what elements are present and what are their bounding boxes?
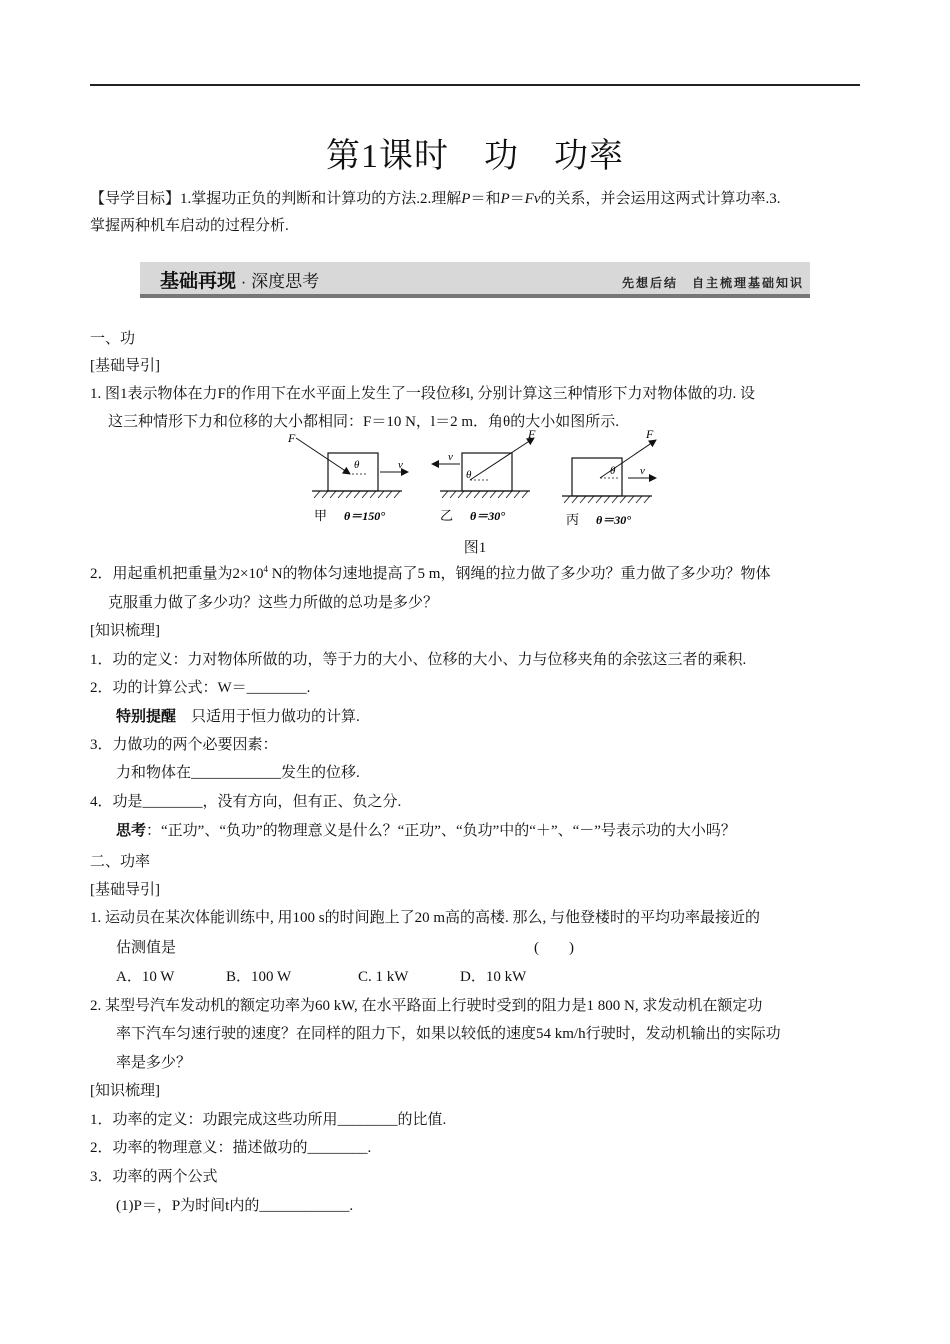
banner-right-text: 先想后结 自主梳理基础知识 xyxy=(621,276,804,290)
s2-k3-sub: (1)P＝，P为时间t内的____________. xyxy=(116,1198,354,1214)
figure-1 xyxy=(288,427,660,530)
s2-q1-answer-paren: ( ) xyxy=(534,940,574,956)
s1-q2-line2: 克服重力做了多少功？这些力所做的总功是多少？ xyxy=(108,595,439,611)
yi-angle: θ＝30° xyxy=(470,509,506,523)
goals-label: 【导学目标】 xyxy=(90,191,181,207)
yi-theta-label: θ xyxy=(466,469,472,481)
yi-velocity-label: v xyxy=(448,451,453,463)
s1-k2-tip xyxy=(116,706,360,728)
section1-guide: [基础导引] xyxy=(90,358,160,374)
section1-knowledge: [知识梳理] xyxy=(90,623,160,639)
s1-k3-sub: 力和物体在____________发生的位移. xyxy=(116,765,360,781)
banner-main: 基础再现 xyxy=(160,271,237,292)
s2-q1-options xyxy=(116,966,526,988)
goals-text-1: 1.掌握功正负的判断和计算功的方法.2.理解 xyxy=(180,191,462,207)
diagram-jia xyxy=(287,431,408,523)
s1-q1-line1: 1. 图1表示物体在力F的作用下在水平面上发生了一段位移l, 分别计算这三种情形下力对物体做的功. 设 xyxy=(90,386,756,402)
s2-q2-line3: 率是多少？ xyxy=(116,1055,192,1071)
bing-label: 丙 xyxy=(566,512,580,527)
jia-angle: θ＝150° xyxy=(344,509,386,523)
option-a: A．10 W xyxy=(116,969,175,985)
s2-q2-line2: 率下汽车匀速行驶的速度？在同样的阻力下，如果以较低的速度54 km/h行驶时，发动机输出的实际功 xyxy=(116,1026,781,1042)
section-banner xyxy=(140,262,810,298)
goals-var-p2: P xyxy=(500,191,510,207)
jia-force-label: F xyxy=(288,431,296,445)
goals-text-4: 的关系，并会运用这两式计算功率.3. xyxy=(540,191,781,207)
page-title: 第1课时 功 功率 xyxy=(326,138,624,175)
bing-velocity-label: v xyxy=(640,465,645,477)
figure-caption: 图1 xyxy=(463,540,487,556)
s1-q2-exponent: 4 xyxy=(263,564,268,574)
option-b: B．100 W xyxy=(226,969,292,985)
yi-force-label: F xyxy=(528,427,536,441)
jia-velocity-label: v xyxy=(398,459,403,471)
goals-var-p1: P xyxy=(461,191,471,207)
banner-sub: 深度思考 xyxy=(251,272,320,291)
learning-goals xyxy=(90,186,862,240)
goals-text-3: ＝ xyxy=(509,191,525,207)
s1-think xyxy=(116,820,736,842)
s1-k1: 1．功的定义：力对物体所做的功，等于力的大小、位移的大小、力与位移夹角的余弦这三者的乘积. xyxy=(90,652,747,668)
s1-q2-line1 xyxy=(90,563,770,585)
s1-think-text: ：“正功”、“负功”的物理意义是什么？“正功”、“负功”中的“＋”、“－”号表示功的大小吗？ xyxy=(146,823,736,839)
s1-k3: 3．力做功的两个必要因素： xyxy=(90,737,278,753)
s1-tip-label: 特别提醒 xyxy=(116,708,177,725)
bing-theta-label: θ xyxy=(610,465,616,477)
section2-heading: 二、功率 xyxy=(90,854,151,870)
s1-tip-text: 只适用于恒力做功的计算. xyxy=(176,709,360,725)
top-rule xyxy=(90,84,860,86)
s2-q1-line1: 1. 运动员在某次体能训练中, 用100 s的时间跑上了20 m高的高楼. 那么, 与他登楼时的平均功率最接近的 xyxy=(90,910,761,926)
banner-dot: · xyxy=(236,272,252,291)
jia-theta-label: θ xyxy=(354,459,360,471)
goals-text-line2: 掌握两种机车启动的过程分析. xyxy=(90,218,289,234)
s2-q1-line2: 估测值是 xyxy=(116,940,177,956)
s2-k2: 2．功率的物理意义：描述做功的________. xyxy=(90,1140,372,1156)
banner-underline xyxy=(140,294,810,298)
banner-title xyxy=(160,266,319,293)
goals-text-2: ＝和 xyxy=(470,191,501,207)
s2-q2-line1: 2. 某型号汽车发动机的额定功率为60 kW, 在水平路面上行驶时受到的阻力是1 800 N, 求发动机在额定功 xyxy=(90,998,763,1014)
s1-think-label: 思考 xyxy=(116,822,147,839)
jia-label: 甲 xyxy=(314,508,328,523)
yi-label: 乙 xyxy=(440,508,454,523)
s1-q2-text-b: N的物体匀速地提高了5 m，钢绳的拉力做了多少功？重力做了多少功？物体 xyxy=(267,566,771,582)
s1-q2-text-a: 2．用起重机把重量为2×10 xyxy=(90,566,264,582)
s2-k3: 3．功率的两个公式 xyxy=(90,1169,218,1185)
s1-q1-line2: 这三种情形下力和位移的大小都相同：F＝10 N，l＝2 m．角θ的大小如图所示. xyxy=(108,414,619,430)
goals-var-fv: Fv xyxy=(524,191,541,207)
section2-knowledge: [知识梳理] xyxy=(90,1083,160,1099)
section1-heading: 一、功 xyxy=(90,331,136,347)
section2-guide: [基础导引] xyxy=(90,882,160,898)
diagram-bing xyxy=(562,427,656,527)
diagram-yi xyxy=(432,427,536,523)
s2-k1: 1．功率的定义：功跟完成这些功所用________的比值. xyxy=(90,1112,447,1128)
s1-k4: 4．功是________，没有方向，但有正、负之分. xyxy=(90,794,402,810)
bing-angle: θ＝30° xyxy=(596,513,632,527)
option-d: D．10 kW xyxy=(460,969,527,985)
bing-force-label: F xyxy=(646,427,654,441)
s1-k2: 2．功的计算公式：W＝________. xyxy=(90,680,311,696)
option-c: C. 1 kW xyxy=(358,969,409,985)
